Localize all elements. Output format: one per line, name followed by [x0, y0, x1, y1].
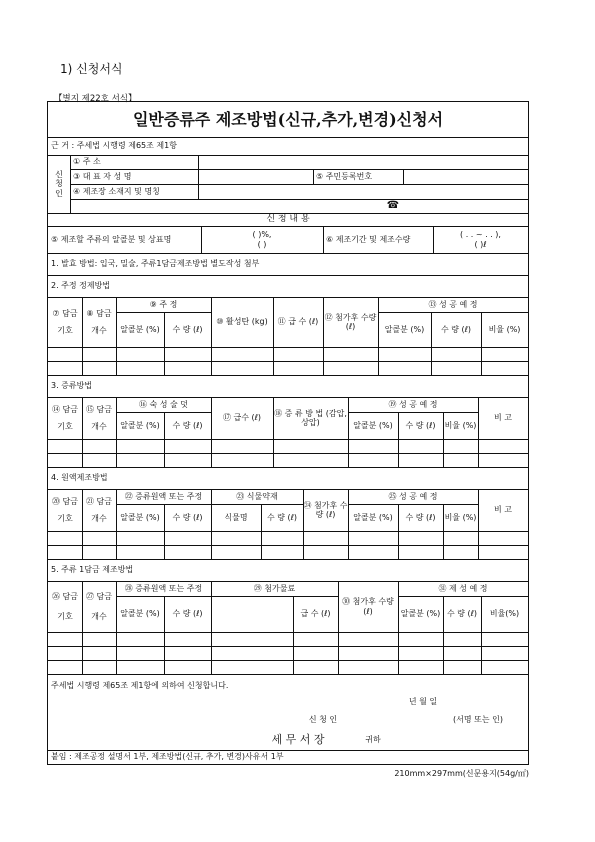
t5-additives-header: ㉙ 첨가물료	[253, 583, 296, 593]
applicant-label: 신 청 인	[55, 170, 63, 198]
t4-batch-count-header: ㉑ 담금 개수	[86, 496, 112, 523]
t5-batch-code-header: ㉖ 담금 기호	[52, 592, 78, 621]
t3-mash-qty-header: 수 량 (ℓ)	[172, 420, 203, 430]
production-period-label: ⑥ 제조기간 및 제조수량	[326, 234, 411, 244]
section-heading: 1) 신청서식	[60, 62, 123, 76]
t5-base-abv-header: 알콜분 (%)	[120, 609, 160, 619]
signature-note: (서명 또는 인)	[453, 715, 503, 725]
t2-batch-count-header: ⑧ 담금 개수	[86, 308, 112, 335]
section-distillation: 3. 증류방법	[51, 381, 93, 391]
t4-base-qty-header: 수 량 (ℓ)	[172, 512, 203, 522]
honorific: 귀하	[365, 735, 381, 745]
plant-location-label: ④ 제조장 소재지 및 명칭	[73, 186, 160, 196]
t2-water-header: ⑪ 급 수 (ℓ)	[277, 317, 319, 327]
period-value: ( . . ~ . . ),	[460, 230, 501, 240]
t5-expected-ratio-header: 비율(%)	[489, 609, 520, 619]
t5-expected-abv-header: 알콜분 (%)	[400, 609, 441, 619]
t4-expected-abv-header: 알콜분 (%)	[353, 512, 393, 522]
tax-office-head: 세 무 서 장	[271, 732, 325, 746]
section-fermentation: 1. 발효 방법: 입국, 밀술, 주류1담금제조방법 별도작성 첨부	[51, 259, 260, 269]
t3-expected-header: ⑲ 성 공 예 정	[388, 399, 438, 409]
t2-expected-qty-header: 수 량 (ℓ)	[440, 324, 472, 334]
section-spirit-refining: 2. 주정 정제방법	[51, 281, 111, 291]
t4-botanical-qty-header: 수 량 (ℓ)	[266, 512, 298, 522]
t2-carbon-header: ⑩ 활성탄 (kg)	[216, 317, 268, 327]
t3-remarks-header: 비 고	[494, 413, 512, 423]
abv-value: ( )%,	[252, 230, 272, 240]
t4-remarks-header: 비 고	[494, 505, 512, 515]
liquor-abv-brand-field[interactable]	[201, 226, 323, 253]
t4-after-qty-header: ㉔ 첨가후 수량 (ℓ)	[303, 500, 348, 519]
t5-base-spirit-header: ㉘ 증류원액 또는 주정	[124, 583, 203, 593]
t4-base-abv-header: 알콜분 (%)	[120, 512, 160, 522]
t2-expected-header: ⑬ 성 공 예 정	[428, 299, 478, 309]
address-label: ① 주 소	[73, 157, 101, 167]
t3-expected-abv-header: 알콜분 (%)	[353, 420, 393, 430]
paper-spec: 210mm×297mm(신문용지(54g/㎡)	[394, 769, 529, 778]
t4-batch-code-header: ⑳ 담금 기호	[52, 496, 78, 523]
t3-expected-qty-header: 수 량 (ℓ)	[405, 420, 436, 430]
applicant-signature-label: 신 청 인	[308, 715, 338, 725]
form-number-tag: 【별지 제22호 서식】	[54, 94, 137, 104]
t5-base-qty-header: 수 량 (ℓ)	[172, 609, 203, 619]
t3-distill-method-header: ⑱ 증 류 방 법 (감압,상압)	[274, 408, 347, 427]
telephone-icon: ☎	[386, 199, 400, 211]
resident-number-field[interactable]	[403, 169, 528, 184]
t5-water-header: 급 수 (ℓ)	[300, 609, 331, 619]
request-header: 신 청 내 용	[266, 214, 310, 225]
t2-expected-abv-header: 알콜분 (%)	[384, 324, 425, 334]
application-form	[47, 101, 529, 765]
section-batch-method: 5. 주류 1담금 제조방법	[51, 565, 134, 575]
plant-location-field[interactable]	[198, 184, 528, 199]
t2-after-qty-header: ⑫ 첨가후 수량(ℓ)	[324, 312, 377, 331]
representative-name-field[interactable]	[198, 169, 313, 184]
t4-botanical-name-header: 식물명	[224, 512, 248, 522]
attachments-note: 붙임 : 제조공정 설명서 1부, 제조방법(신규, 추가, 변경)사유서 1부	[51, 752, 284, 762]
t3-water-header: ⑰ 급수 (ℓ)	[222, 413, 262, 423]
t4-botanical-header: ㉓ 식물약재	[236, 491, 278, 501]
production-period-field[interactable]	[433, 226, 528, 253]
t5-expected-header: ㉛ 제 성 예 정	[438, 583, 488, 593]
t5-expected-qty-header: 수 량 (ℓ)	[446, 609, 478, 619]
t2-expected-ratio-header: 비율 (%)	[488, 324, 521, 334]
legal-basis: 근 거 : 주세법 시행령 제65조 제1항	[51, 141, 177, 151]
t3-mash-header: ⑯ 숙 성 술 덧	[138, 399, 189, 409]
brand-value: ( )	[257, 239, 267, 249]
application-statement: 주세법 시행령 제65조 제1항에 의하여 신청합니다.	[51, 681, 229, 691]
t2-spirit-abv-header: 알콜분 (%)	[120, 324, 160, 334]
t2-spirit-qty-header: 수 량 (ℓ)	[172, 324, 203, 334]
address-field[interactable]	[198, 155, 528, 169]
resident-number-label: ⑤ 주민등록번호	[316, 171, 373, 181]
t3-expected-ratio-header: 비율 (%)	[444, 420, 477, 430]
liquor-abv-brand-label: ⑤ 제조할 주류의 알콜분 및 상표명	[51, 234, 172, 244]
t4-base-spirit-header: ㉒ 증류원액 또는 주정	[124, 491, 203, 501]
t2-spirit-header: ⑨ 주 정	[149, 299, 178, 309]
form-title: 일반증류주 제조방법(신규,추가,변경)신청서	[48, 102, 528, 138]
t4-expected-qty-header: 수 량 (ℓ)	[405, 512, 436, 522]
t5-after-qty-header: ㉚ 첨가후 수량(ℓ)	[342, 597, 394, 616]
t4-expected-ratio-header: 비율 (%)	[444, 512, 477, 522]
t5-batch-count-header: ㉗ 담금 개수	[86, 592, 112, 621]
section-base-liquor: 4. 원액제조방법	[51, 473, 108, 483]
t3-mash-abv-header: 알콜분 (%)	[120, 420, 160, 430]
t3-batch-count-header: ⑮ 담금 개수	[86, 404, 112, 431]
date-line[interactable]: 년 월 일	[408, 697, 438, 707]
quantity-value: ( )ℓ	[474, 239, 487, 249]
t4-expected-header: ㉕ 성 공 예 정	[388, 491, 438, 501]
t2-batch-code-header: ⑦ 담금 기호	[52, 308, 78, 335]
representative-name-label: ③ 대 표 자 성 명	[73, 171, 132, 181]
t3-batch-code-header: ⑭ 담금 기호	[52, 404, 78, 431]
